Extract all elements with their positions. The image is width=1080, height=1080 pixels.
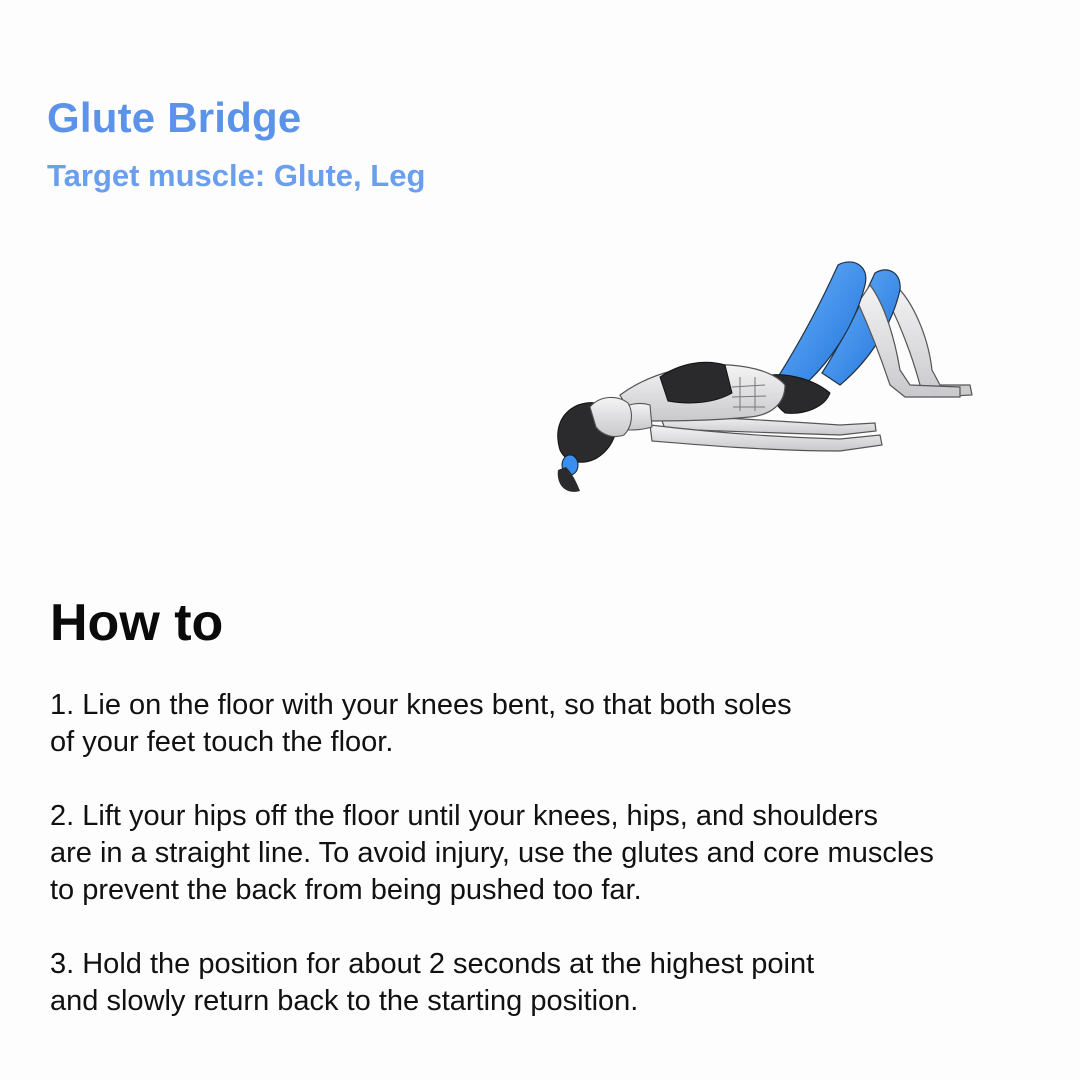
how-to-heading: How to xyxy=(50,594,224,652)
exercise-illustration xyxy=(540,245,990,515)
step-line: 3. Hold the position for about 2 seconds at the highest point xyxy=(50,948,815,980)
step-line: 2. Lift your hips off the floor until your knees, hips, and shoulders xyxy=(50,800,879,832)
step-3 xyxy=(50,946,1050,1020)
exercise-title: Glute Bridge xyxy=(47,94,302,141)
step-2 xyxy=(50,798,1050,909)
step-line: to prevent the back from being pushed too far. xyxy=(50,874,642,906)
target-muscle-label: Target muscle: Glute, Leg xyxy=(47,158,426,193)
glute-bridge-figure-icon xyxy=(540,245,990,515)
instruction-steps xyxy=(50,687,1050,1057)
step-line: 1. Lie on the floor with your knees bent, so that both soles xyxy=(50,689,792,721)
step-line: and slowly return back to the starting position. xyxy=(50,985,639,1017)
step-line: are in a straight line. To avoid injury, use the glutes and core muscles xyxy=(50,837,934,869)
step-line: of your feet touch the floor. xyxy=(50,726,394,758)
step-1 xyxy=(50,687,1050,761)
